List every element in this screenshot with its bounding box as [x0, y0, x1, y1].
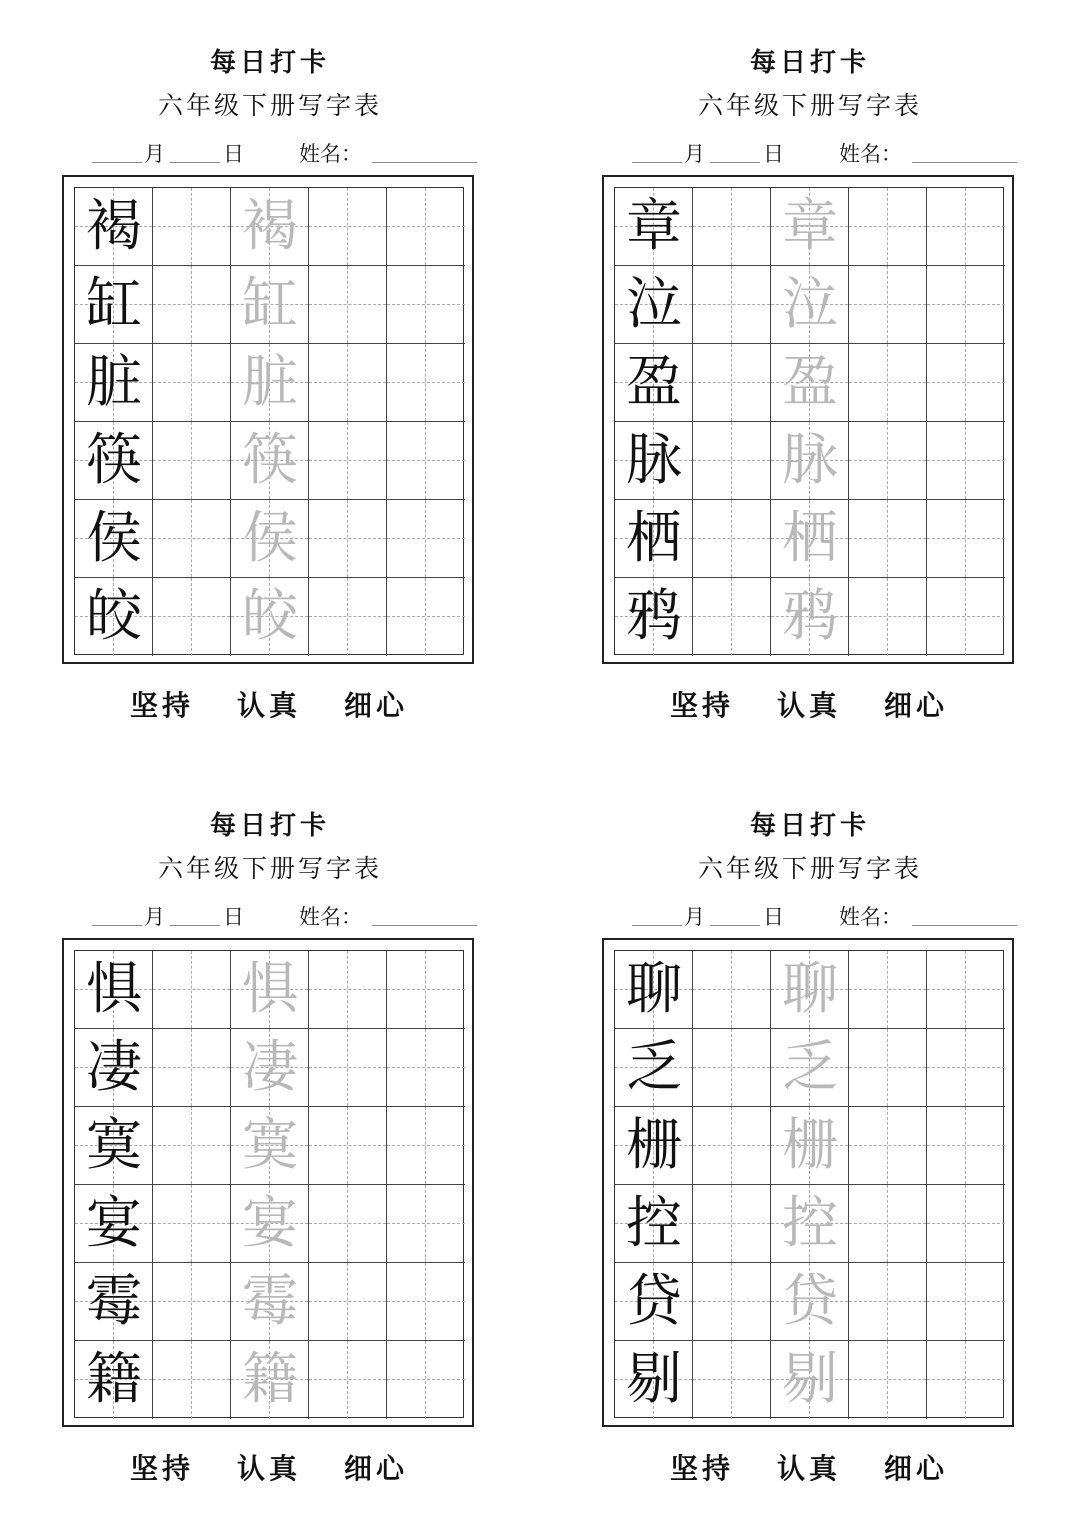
motto-footer [540, 1447, 1080, 1487]
sheet-title: 每日打卡 [209, 48, 330, 78]
writing-cell[interactable] [75, 422, 153, 500]
writing-cell[interactable] [309, 188, 387, 266]
writing-cell[interactable] [693, 500, 771, 578]
month-label: 月 [144, 142, 165, 166]
writing-cell[interactable] [771, 951, 849, 1029]
sheet-subtitle: 六年级下册写字表 [157, 854, 382, 883]
model-character: 泣 [626, 272, 682, 337]
date-name-line [632, 901, 1022, 929]
writing-cell[interactable] [153, 578, 231, 656]
motto-attentive: 细心 [344, 689, 409, 722]
writing-cell[interactable] [153, 1107, 231, 1185]
writing-cell[interactable] [849, 188, 927, 266]
model-character: 宴 [86, 1191, 142, 1256]
writing-cell[interactable] [615, 951, 693, 1029]
trace-character: 盈 [782, 350, 838, 415]
motto-persist: 坚持 [670, 689, 735, 722]
trace-character: 宴 [242, 1191, 298, 1256]
motto-careful: 认真 [777, 689, 842, 722]
writing-cell[interactable] [849, 344, 927, 422]
practice-grid [614, 187, 1004, 655]
writing-cell[interactable] [693, 1185, 771, 1263]
writing-cell[interactable] [849, 266, 927, 344]
writing-cell[interactable] [927, 951, 1005, 1029]
writing-cell[interactable] [849, 1341, 927, 1419]
writing-cell[interactable] [615, 1185, 693, 1263]
writing-cell[interactable] [693, 422, 771, 500]
worksheet-card [540, 0, 1080, 763]
worksheet-card [0, 0, 540, 763]
writing-cell[interactable] [309, 951, 387, 1029]
model-character: 剔 [626, 1347, 682, 1412]
date-name-line [92, 901, 482, 929]
writing-cell[interactable] [927, 422, 1005, 500]
trace-character: 栅 [782, 1113, 838, 1178]
name-label: 姓名： [839, 142, 902, 166]
writing-cell[interactable] [231, 1341, 309, 1419]
writing-cell[interactable] [693, 578, 771, 656]
model-character: 贷 [626, 1269, 682, 1334]
writing-cell[interactable] [153, 422, 231, 500]
writing-cell[interactable] [615, 344, 693, 422]
model-character: 栅 [626, 1113, 682, 1178]
writing-cell[interactable] [927, 1341, 1005, 1419]
writing-cell[interactable] [693, 951, 771, 1029]
writing-cell[interactable] [231, 578, 309, 656]
writing-cell[interactable] [309, 1185, 387, 1263]
writing-cell[interactable] [231, 266, 309, 344]
writing-cell[interactable] [231, 422, 309, 500]
writing-cell[interactable] [387, 344, 465, 422]
writing-cell[interactable] [771, 1341, 849, 1419]
writing-cell[interactable] [231, 1107, 309, 1185]
name-blank[interactable] [912, 901, 1017, 926]
model-character: 筷 [86, 428, 142, 493]
writing-cell[interactable] [231, 188, 309, 266]
writing-cell[interactable] [849, 578, 927, 656]
writing-cell[interactable] [615, 1029, 693, 1107]
model-character: 凄 [86, 1035, 142, 1100]
writing-cell[interactable] [309, 344, 387, 422]
name-blank[interactable] [372, 138, 477, 163]
writing-cell[interactable] [693, 1341, 771, 1419]
writing-cell[interactable] [75, 188, 153, 266]
trace-character: 籍 [242, 1347, 298, 1412]
motto-footer [0, 684, 540, 724]
day-blank[interactable] [170, 901, 220, 926]
writing-cell[interactable] [387, 188, 465, 266]
model-character: 寞 [86, 1113, 142, 1178]
model-character: 章 [626, 194, 682, 259]
trace-character: 泣 [782, 272, 838, 337]
practice-frame [602, 175, 1014, 664]
writing-cell[interactable] [387, 578, 465, 656]
writing-cell[interactable] [231, 1029, 309, 1107]
writing-cell[interactable] [927, 1263, 1005, 1341]
writing-cell[interactable] [75, 1263, 153, 1341]
writing-cell[interactable] [75, 578, 153, 656]
motto-persist: 坚持 [130, 1452, 195, 1485]
practice-frame [62, 938, 474, 1427]
month-label: 月 [684, 905, 705, 929]
trace-character: 脏 [242, 350, 298, 415]
motto-attentive: 细心 [884, 1452, 949, 1485]
sheet-title: 每日打卡 [749, 811, 870, 841]
writing-cell[interactable] [75, 344, 153, 422]
sheet-subtitle: 六年级下册写字表 [157, 91, 382, 120]
writing-cell[interactable] [771, 1107, 849, 1185]
writing-cell[interactable] [231, 951, 309, 1029]
motto-footer [0, 1447, 540, 1487]
writing-cell[interactable] [309, 578, 387, 656]
practice-grid [74, 187, 464, 655]
practice-frame [602, 938, 1014, 1427]
trace-character: 褐 [242, 194, 298, 259]
writing-cell[interactable] [771, 1185, 849, 1263]
name-label: 姓名： [839, 905, 902, 929]
writing-cell[interactable] [75, 1107, 153, 1185]
writing-cell[interactable] [309, 266, 387, 344]
name-label: 姓名： [299, 905, 362, 929]
model-character: 褐 [86, 194, 142, 259]
trace-character: 章 [782, 194, 838, 259]
model-character: 盈 [626, 350, 682, 415]
trace-character: 剔 [782, 1347, 838, 1412]
motto-persist: 坚持 [670, 1452, 735, 1485]
writing-cell[interactable] [615, 1263, 693, 1341]
sheet-subtitle: 六年级下册写字表 [697, 854, 922, 883]
writing-cell[interactable] [153, 1341, 231, 1419]
trace-character: 乏 [782, 1035, 838, 1100]
motto-attentive: 细心 [884, 689, 949, 722]
model-character: 惧 [86, 957, 142, 1022]
writing-cell[interactable] [771, 188, 849, 266]
writing-cell[interactable] [75, 1185, 153, 1263]
day-label: 日 [763, 905, 784, 929]
writing-cell[interactable] [771, 578, 849, 656]
writing-cell[interactable] [153, 1185, 231, 1263]
model-character: 脉 [626, 428, 682, 493]
month-blank[interactable] [92, 138, 142, 163]
trace-character: 缸 [242, 272, 298, 337]
model-character: 栖 [626, 506, 682, 571]
writing-cell[interactable] [693, 266, 771, 344]
trace-character: 霉 [242, 1269, 298, 1334]
writing-cell[interactable] [927, 1107, 1005, 1185]
writing-cell[interactable] [693, 188, 771, 266]
writing-cell[interactable] [927, 500, 1005, 578]
writing-cell[interactable] [387, 1029, 465, 1107]
model-character: 侯 [86, 506, 142, 571]
model-character: 脏 [86, 350, 142, 415]
worksheet-card [540, 763, 1080, 1526]
model-character: 聊 [626, 957, 682, 1022]
writing-cell[interactable] [231, 1185, 309, 1263]
month-label: 月 [144, 905, 165, 929]
writing-cell[interactable] [927, 578, 1005, 656]
writing-cell[interactable] [75, 500, 153, 578]
sheet-subtitle: 六年级下册写字表 [697, 91, 922, 120]
writing-cell[interactable] [849, 951, 927, 1029]
writing-cell[interactable] [231, 344, 309, 422]
writing-cell[interactable] [309, 1341, 387, 1419]
writing-cell[interactable] [849, 500, 927, 578]
day-blank[interactable] [170, 138, 220, 163]
date-name-line [632, 138, 1022, 166]
writing-cell[interactable] [231, 500, 309, 578]
writing-cell[interactable] [387, 1341, 465, 1419]
writing-cell[interactable] [153, 344, 231, 422]
writing-cell[interactable] [927, 1185, 1005, 1263]
writing-cell[interactable] [387, 500, 465, 578]
practice-grid [74, 950, 464, 1418]
trace-character: 鸦 [782, 584, 838, 649]
practice-frame [62, 175, 474, 664]
motto-persist: 坚持 [130, 689, 195, 722]
writing-cell[interactable] [387, 951, 465, 1029]
writing-cell[interactable] [231, 1263, 309, 1341]
month-blank[interactable] [632, 901, 682, 926]
writing-cell[interactable] [387, 266, 465, 344]
writing-cell[interactable] [927, 1029, 1005, 1107]
motto-careful: 认真 [237, 1452, 302, 1485]
practice-grid [614, 950, 1004, 1418]
writing-cell[interactable] [771, 266, 849, 344]
day-blank[interactable] [710, 138, 760, 163]
writing-cell[interactable] [153, 951, 231, 1029]
writing-cell[interactable] [693, 344, 771, 422]
month-blank[interactable] [632, 138, 682, 163]
writing-cell[interactable] [309, 1107, 387, 1185]
trace-character: 栖 [782, 506, 838, 571]
model-character: 皎 [86, 584, 142, 649]
writing-cell[interactable] [387, 422, 465, 500]
month-label: 月 [684, 142, 705, 166]
writing-cell[interactable] [693, 1107, 771, 1185]
writing-cell[interactable] [153, 266, 231, 344]
date-name-line [92, 138, 482, 166]
model-character: 鸦 [626, 584, 682, 649]
month-blank[interactable] [92, 901, 142, 926]
trace-character: 筷 [242, 428, 298, 493]
trace-character: 侯 [242, 506, 298, 571]
trace-character: 聊 [782, 957, 838, 1022]
writing-cell[interactable] [387, 1263, 465, 1341]
sheet-title: 每日打卡 [209, 811, 330, 841]
motto-careful: 认真 [777, 1452, 842, 1485]
writing-cell[interactable] [309, 500, 387, 578]
writing-cell[interactable] [153, 1029, 231, 1107]
trace-character: 寞 [242, 1113, 298, 1178]
motto-footer [540, 684, 1080, 724]
name-label: 姓名： [299, 142, 362, 166]
day-label: 日 [223, 142, 244, 166]
writing-cell[interactable] [153, 500, 231, 578]
trace-character: 贷 [782, 1269, 838, 1334]
name-blank[interactable] [372, 901, 477, 926]
trace-character: 控 [782, 1191, 838, 1256]
writing-cell[interactable] [75, 1341, 153, 1419]
writing-cell[interactable] [153, 188, 231, 266]
day-label: 日 [223, 905, 244, 929]
writing-cell[interactable] [693, 1263, 771, 1341]
writing-cell[interactable] [849, 1029, 927, 1107]
writing-cell[interactable] [849, 1107, 927, 1185]
writing-cell[interactable] [615, 1107, 693, 1185]
writing-cell[interactable] [615, 500, 693, 578]
writing-cell[interactable] [75, 951, 153, 1029]
writing-cell[interactable] [771, 500, 849, 578]
writing-cell[interactable] [927, 344, 1005, 422]
writing-cell[interactable] [771, 344, 849, 422]
trace-character: 皎 [242, 584, 298, 649]
writing-cell[interactable] [927, 188, 1005, 266]
day-blank[interactable] [710, 901, 760, 926]
writing-cell[interactable] [849, 1263, 927, 1341]
writing-cell[interactable] [615, 578, 693, 656]
writing-cell[interactable] [849, 1185, 927, 1263]
writing-cell[interactable] [693, 1029, 771, 1107]
worksheet-card [0, 763, 540, 1526]
writing-cell[interactable] [927, 266, 1005, 344]
writing-cell[interactable] [309, 1029, 387, 1107]
writing-cell[interactable] [309, 422, 387, 500]
writing-cell[interactable] [771, 422, 849, 500]
sheet-title: 每日打卡 [749, 48, 870, 78]
writing-cell[interactable] [615, 422, 693, 500]
name-blank[interactable] [912, 138, 1017, 163]
trace-character: 凄 [242, 1035, 298, 1100]
motto-attentive: 细心 [344, 1452, 409, 1485]
writing-cell[interactable] [771, 1263, 849, 1341]
model-character: 霉 [86, 1269, 142, 1334]
writing-cell[interactable] [387, 1107, 465, 1185]
writing-cell[interactable] [615, 266, 693, 344]
writing-cell[interactable] [615, 1341, 693, 1419]
model-character: 籍 [86, 1347, 142, 1412]
day-label: 日 [763, 142, 784, 166]
writing-cell[interactable] [75, 266, 153, 344]
writing-cell[interactable] [309, 1263, 387, 1341]
model-character: 乏 [626, 1035, 682, 1100]
model-character: 缸 [86, 272, 142, 337]
writing-cell[interactable] [849, 422, 927, 500]
trace-character: 惧 [242, 957, 298, 1022]
writing-cell[interactable] [153, 1263, 231, 1341]
writing-cell[interactable] [615, 188, 693, 266]
motto-careful: 认真 [237, 689, 302, 722]
model-character: 控 [626, 1191, 682, 1256]
writing-cell[interactable] [771, 1029, 849, 1107]
trace-character: 脉 [782, 428, 838, 493]
writing-cell[interactable] [75, 1029, 153, 1107]
writing-cell[interactable] [387, 1185, 465, 1263]
